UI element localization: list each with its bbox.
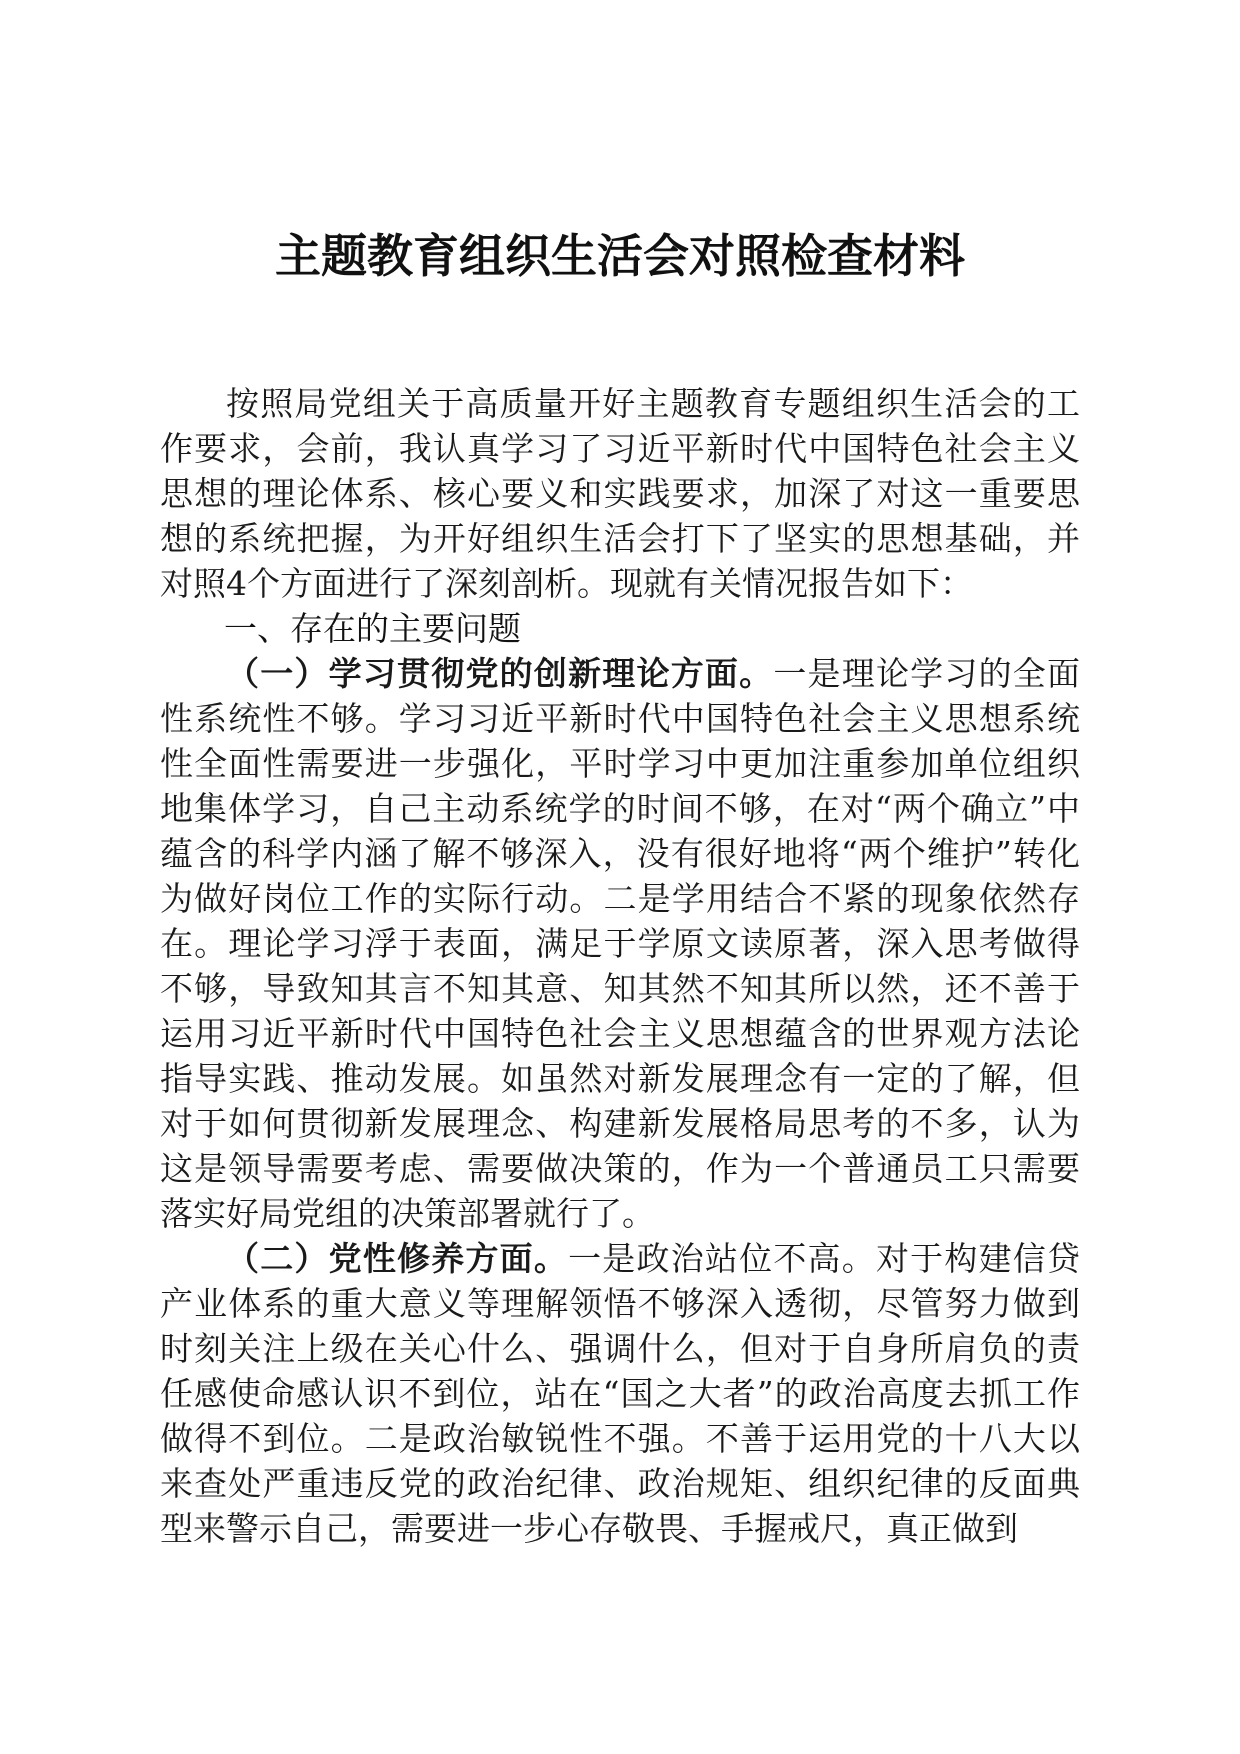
problem-2-lead: （二）党性修养方面。 [226, 1239, 569, 1278]
document-body [160, 381, 1080, 1551]
problem-1-lead: （一）学习贯彻党的创新理论方面。 [226, 654, 774, 693]
problem-paragraph-1 [160, 651, 1080, 1236]
section-heading-problems: 一、存在的主要问题 [224, 609, 521, 648]
intro-paragraph: 按照局党组关于高质量开好主题教育专题组织生活会的工作要求，会前，我认真学习了习近平新时代中国特色社会主义思想的理论体系、核心要义和实践要求，加深了对这一重要思想的系统把握，为开好组织生活会打下了坚实的思想基础，并对照4个方面进行了深刻剖析。现就有关情况报告如下： [160, 384, 1080, 603]
problem-1-text: 一是理论学习的全面性系统性不够。学习习近平新时代中国特色社会主义思想系统性全面性需要进一步强化，平时学习中更加注重参加单位组织地集体学习，自己主动系统学的时间不够，在对“两个确立”中蕴含的科学内涵了解不够深入，没有很好地将“两个维护”转化为做好岗位工作的实际行动。二是学用结合不紧的现象依然存在。理论学习浮于表面，满足于学原文读原著，深入思考做得不够，导致知其言不知其意、知其然不知其所以然，还不善于运用习近平新时代中国特色社会主义思想蕴含的世界观方法论指导实践、推动发展。如虽然对新发展理念有一定的了解，但对于如何贯彻新发展理念、构建新发展格局思考的不多，认为这是领导需要考虑、需要做决策的，作为一个普通员工只需要落实好局党组的决策部署就行了。 [160, 654, 1081, 1233]
document-title: 主题教育组织生活会对照检查材料 [275, 229, 965, 283]
problem-2-text: 一是政治站位不高。对于构建信贷产业体系的重大意义等理解领悟不够深入透彻，尽管努力做到时刻关注上级在关心什么、强调什么，但对于自身所肩负的责任感使命感认识不到位，站在“国之大者”的政治高度去抓工作做得不到位。二是政治敏锐性不强。不善于运用党的十八大以来查处严重违反党的政治纪律、政治规矩、组织纪律的反面典型来警示自己，需要进一步心存敬畏、手握戒尺，真正做到 [160, 1239, 1081, 1548]
problem-paragraph-2 [160, 1236, 1080, 1551]
